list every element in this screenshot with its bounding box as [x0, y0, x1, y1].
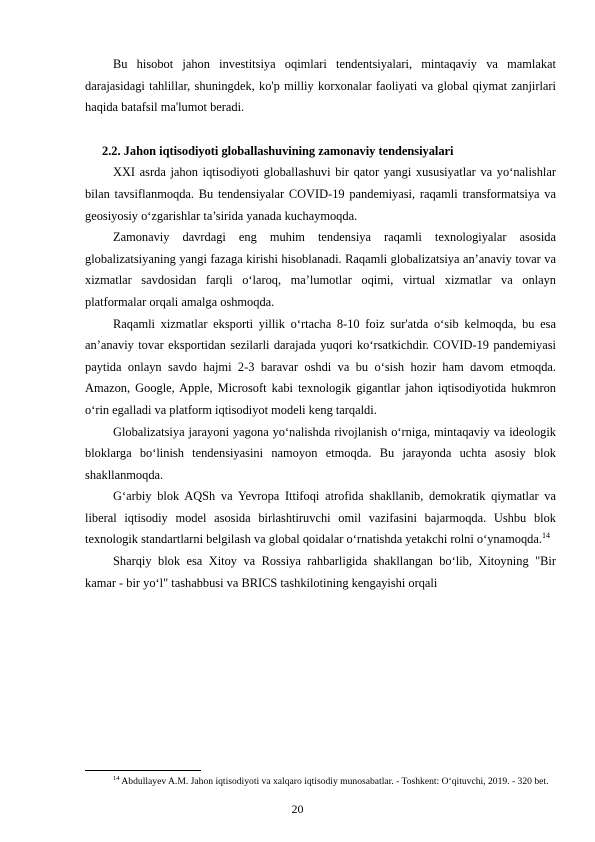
paragraph-4: Globalizatsiya jarayoni yagona yo‘nalishda rivojlanish o‘rniga, mintaqaviy va ideologik bloklarga bo‘linish tendensiyasini namoyon etmoqda. Bu jarayonda uchta asosiy blok shakllanmoqda. — [85, 424, 556, 482]
footnote-reference[interactable]: 14 — [541, 531, 550, 541]
footnote — [85, 776, 556, 788]
section-heading: 2.2. Jahon iqtisodiyoti globallashuvining zamonaviy tendensiyalari — [102, 143, 454, 158]
paragraph-intro: Bu hisobot jahon investitsiya oqimlari tendentsiyalari, mintaqaviy va mamlakat darajasidagi tahlillar, shuningdek, ko'p milliy korxonalar faoliyati va global qiymat zanjirlari haqida batafsil ma'lumot beradi. — [85, 57, 556, 115]
page-body — [85, 54, 556, 594]
paragraph-6: Sharqiy blok esa Xitoy va Rossiya rahbarligida shakllangan bo‘lib, Xitoyning "Bir kamar - bir yo‘l" tashabbusi va BRICS tashkilotining kengayishi orqali — [85, 554, 556, 590]
page-number: 20 — [291, 802, 304, 816]
paragraph-2: Zamonaviy davrdagi eng muhim tendensiya raqamli texnologiyalar asosida globalizatsiyaning yangi fazaga kirishi hisoblanadi. Raqamli globalizatsiya an’anaviy tovar va xizmatlar savdosidan farqli o‘laroq, ma’lumotlar oqimi, virtual xizmatlar va onlayn platformalar orqali amalga oshmoqda. — [85, 230, 556, 309]
paragraph-1: XXI asrda jahon iqtisodiyoti globallashuvi bir qator yangi xususiyatlar va yo‘nalishlar bilan tavsiflanmoqda. Bu tendensiyalar COVID-19 pandemiyasi, raqamli transformatsiya va geosiyosiy o‘zgarishlar ta’sirida yanada kuchaymoqda. — [85, 165, 556, 223]
paragraph-5-text: G‘arbiy blok AQSh va Yevropa Ittifoqi atrofida shakllanib, demokratik qiymatlar va liberal iqtisodiy model asosida birlashtiruvchi omil vazifasini bajarmoqda. Ushbu blok texnologik standartlarni belgilash va global qoidalar o‘rnatishda yetakchi rolni o‘ynamoqda. — [85, 489, 556, 547]
footnote-separator — [85, 770, 201, 771]
footnote-number: 14 — [113, 774, 120, 782]
footnote-text: Abdullayev A.M. Jahon iqtisodiyoti va xalqaro iqtisodiy munosabatlar. - Toshkent: O‘qituvchi, 2019. - 320 bet. — [121, 776, 549, 787]
paragraph-5 — [85, 486, 556, 551]
paragraph-3: Raqamli xizmatlar eksporti yillik o‘rtacha 8-10 foiz sur'atda o‘sib kelmoqda, bu esa an’anaviy tovar eksportidan sezilarli darajada yuqori ko‘rsatkichdir. COVID-19 pandemiyasi paytida onlayn savdo hajmi 2-3 baravar oshdi va bu o‘sish hozir ham davom etmoqda. Amazon, Google, Apple, Microsoft kabi texnologik gigantlar jahon iqtisodiyotida hukmron o‘rin egalladi va platform iqtisodiyot modeli keng tarqaldi. — [85, 316, 556, 417]
